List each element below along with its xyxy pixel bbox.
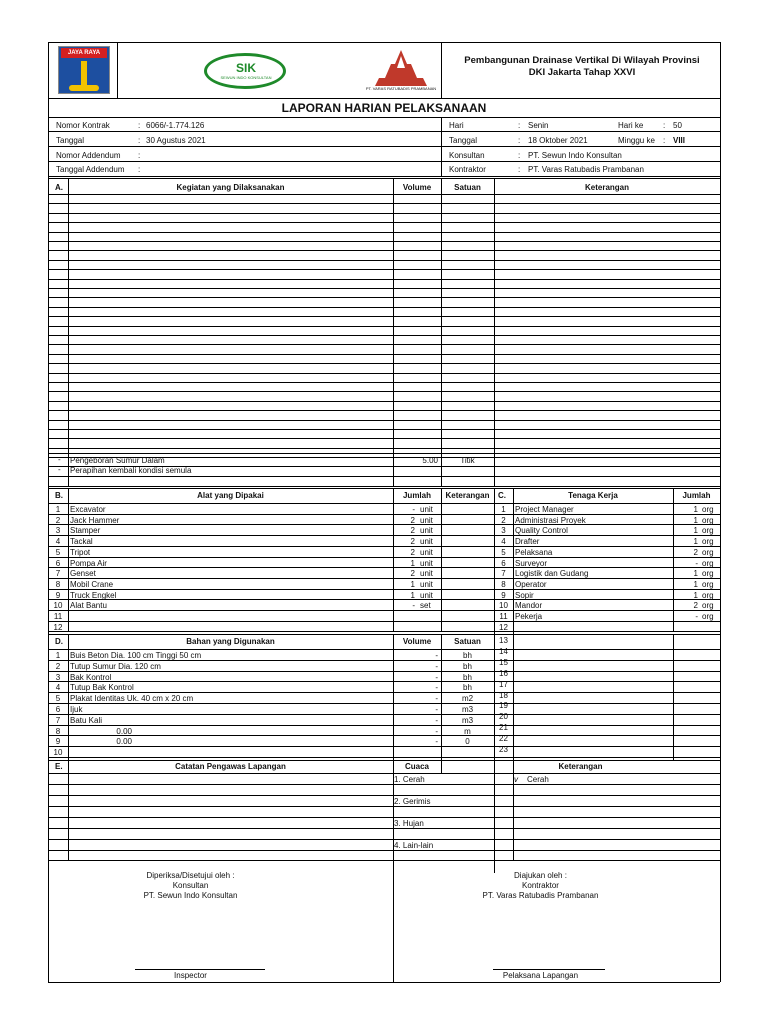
horizontal-rule [48,178,720,179]
sign-right-role: Pelaksana Lapangan [502,971,579,980]
horizontal-rule [48,382,720,383]
section-d-col-volume: Volume [402,637,432,646]
horizontal-rule [513,634,720,635]
equipment-qty: 1 [410,590,415,600]
worker-role: Sopir [515,590,534,600]
logo-banner-text: JAYA RAYA [67,50,101,56]
sign-left-line2: Konsultan [172,881,209,890]
worker-no: 12 [499,622,508,632]
horizontal-rule [493,969,605,970]
kontraktor-label: Kontraktor [449,165,486,174]
material-name: Plakat Identitas Uk. 40 cm x 20 cm [70,694,194,704]
worker-no: 23 [499,745,508,754]
material-no: 10 [53,748,63,758]
equipment-no: 6 [55,558,61,568]
section-c-col-tenaga: Tenaga Kerja [568,491,618,500]
worker-role: Pelaksana [515,547,553,557]
equipment-name: Truck Engkel [70,590,117,600]
horizontal-rule [48,757,720,758]
vertical-rule [494,178,495,486]
material-no: 4 [55,683,61,693]
worker-unit: org [702,579,714,589]
material-satuan: 0 [465,737,470,747]
horizontal-rule [48,213,720,214]
equipment-qty: 2 [410,537,415,547]
equipment-qty: - [412,601,415,611]
worker-unit: org [702,558,714,568]
horizontal-rule [48,746,720,747]
worker-role: Pekerja [515,612,543,621]
worker-unit: org [702,569,714,579]
sign-left-role: Inspector [174,971,207,980]
horizontal-rule [48,401,720,402]
tanggal2-label: Tanggal [449,136,478,145]
worker-no: 2 [501,515,506,525]
horizontal-rule [48,681,720,682]
horizontal-rule [48,784,720,785]
worker-no: 20 [499,712,508,722]
cuaca-1: 1. Cerah [394,775,425,784]
tanggal-value: 30 Agustus 2021 [146,136,206,145]
horizontal-rule [48,610,720,611]
horizontal-rule [48,503,720,504]
equipment-name: Jack Hammer [70,515,120,525]
project-title-line1: Pembangunan Drainase Vertikal Di Wilayah Provinsi [464,55,700,66]
horizontal-rule [48,649,720,650]
worker-role: Surveyor [515,558,548,568]
activity-bullet: - [58,465,61,474]
section-e-letter: E. [55,762,63,771]
horizontal-rule [48,828,720,829]
equipment-name: Genset [70,569,96,579]
horizontal-rule [48,631,720,632]
worker-qty: - [695,612,698,621]
horizontal-rule [48,373,720,374]
temple-icon [365,48,437,86]
horizontal-rule [48,307,720,308]
worker-role: Administrasi Proyek [515,515,586,525]
material-satuan: m3 [461,705,474,714]
horizontal-rule [48,567,720,568]
worker-no: 13 [499,636,508,645]
sign-left-line3: PT. Sewun Indo Konsultan [143,891,238,900]
horizontal-rule [48,725,720,726]
worker-qty: 1 [693,526,698,536]
worker-qty: 1 [693,569,698,579]
horizontal-rule [48,326,720,327]
logo-varas-text: PT. VARAS RATUBADIS PRAMBANAN [365,86,437,91]
material-volume: - [435,651,438,660]
sign-right-line1: Diajukan oleh : [514,871,567,880]
material-no: 9 [55,737,61,747]
material-name: Tutup Sumur Dia. 120 cm [70,661,161,671]
equipment-qty: 1 [410,579,415,589]
section-e-col-keterangan: Keterangan [558,762,603,771]
horizontal-rule [48,578,720,579]
equipment-unit: unit [420,515,433,525]
minggu-ke-label: Minggu ke [618,136,655,145]
vertical-rule [68,634,69,760]
logo-base [69,85,99,91]
material-volume: - [435,661,438,671]
horizontal-rule [48,735,720,736]
material-volume: - [435,694,438,704]
equipment-name: Alat Bantu [70,601,107,611]
horizontal-rule [48,514,720,515]
activity-name: Pengeboran Sumur Dalam [70,456,165,465]
horizontal-rule [48,476,720,477]
worker-qty: 2 [693,547,698,557]
equipment-unit: unit [420,505,433,514]
material-satuan: bh [463,683,472,693]
worker-no: 11 [499,612,508,621]
section-c-col-jumlah: Jumlah [682,491,711,500]
horizontal-rule [48,982,720,983]
horizontal-rule [48,203,720,204]
vertical-rule [393,634,394,760]
material-no: 7 [55,715,61,725]
horizontal-rule [48,194,720,195]
logo-sewun-text: SEWUN INDO KONSULTAN [220,75,272,80]
vertical-rule [673,634,674,760]
material-satuan: m2 [461,694,474,704]
material-volume: - [435,672,438,682]
report-title: LAPORAN HARIAN PELAKSANAAN [281,101,487,115]
tanggal-addendum-label: Tanggal Addendum [56,165,125,174]
horizontal-rule [48,760,720,761]
section-e-col-catatan: Catatan Pengawas Lapangan [175,762,286,771]
horizontal-rule [48,773,720,774]
equipment-qty: 2 [410,569,415,579]
material-no: 2 [55,661,61,671]
vertical-rule [68,178,69,486]
horizontal-rule [48,546,720,547]
material-no: 8 [55,726,61,736]
worker-no: 19 [499,701,508,711]
vertical-rule [393,760,394,982]
worker-no: 22 [499,734,508,744]
material-satuan: bh [463,651,472,660]
activity-bullet: - [58,455,61,464]
worker-qty: 2 [693,601,698,611]
equipment-unit: set [420,601,431,611]
konsultan-label: Konsultan [449,151,485,160]
project-title-line2: DKI Jakarta Tahap XXVI [528,67,636,78]
horizontal-rule [48,535,720,536]
material-satuan: bh [463,661,472,671]
worker-unit: org [702,515,714,525]
equipment-no: 5 [55,547,61,557]
horizontal-rule [48,589,720,590]
horizontal-rule [48,429,720,430]
horizontal-rule [48,839,720,840]
sign-right-line3: PT. Varas Ratubadis Prambanan [482,891,599,900]
worker-no: 14 [499,646,508,656]
activity-satuan: Titik [460,456,475,465]
horizontal-rule [48,621,720,622]
worker-role: Quality Control [515,526,568,536]
horizontal-rule [135,969,265,970]
equipment-no: 3 [55,526,61,536]
horizontal-rule [48,806,720,807]
worker-qty: - [695,558,698,568]
equipment-no: 11 [53,612,63,621]
activity-name: Perapihan kembali kondisi semula [70,466,192,475]
worker-unit: org [702,505,714,514]
horizontal-rule [48,146,720,147]
horizontal-rule [48,714,720,715]
tanggal-label: Tanggal [56,136,85,145]
equipment-qty: 2 [410,515,415,525]
horizontal-rule [48,557,720,558]
vertical-rule [68,760,69,860]
horizontal-rule [48,795,720,796]
equipment-name: Tripot [70,547,91,557]
equipment-unit: unit [420,590,433,600]
vertical-rule [117,42,118,98]
logo-varas [365,48,437,94]
worker-no: 6 [501,558,506,568]
equipment-no: 1 [55,505,61,514]
worker-no: 16 [499,668,508,678]
horizontal-rule [48,98,720,99]
worker-unit: org [702,537,714,547]
worker-no: 7 [501,569,506,579]
sign-left-line1: Diperiksa/Disetujui oleh : [146,871,235,880]
worker-no: 4 [501,537,506,547]
worker-no: 15 [499,657,508,667]
worker-no: 9 [501,590,506,600]
equipment-unit: unit [420,579,433,589]
equipment-unit: unit [420,569,433,579]
equipment-no: 7 [55,569,61,579]
equipment-unit: unit [420,558,433,568]
horizontal-rule [48,420,720,421]
horizontal-rule [48,817,720,818]
worker-role: Project Manager [515,505,574,514]
material-satuan: m3 [461,715,474,725]
section-a-letter: A. [55,183,63,192]
vertical-rule [513,488,514,860]
material-name: Buis Beton Dia. 100 cm Tinggi 50 cm [70,651,202,660]
material-no: 1 [55,651,61,660]
worker-no: 3 [501,526,506,536]
section-b-letter: B. [55,491,63,500]
horizontal-rule [48,354,720,355]
equipment-no: 4 [55,537,61,547]
equipment-no: 10 [53,601,63,611]
horizontal-rule [48,222,720,223]
vertical-rule [48,42,49,982]
worker-unit: org [702,601,714,611]
material-name: Batu Kali [70,715,103,725]
section-d-letter: D. [55,637,63,646]
horizontal-rule [48,269,720,270]
horizontal-rule [48,279,720,280]
worker-unit: org [702,590,714,600]
hari-ke-label: Hari ke [618,121,644,130]
horizontal-rule [48,634,513,635]
worker-role: Logistik dan Gudang [515,569,589,579]
material-no: 6 [55,705,61,714]
section-b-col-keterangan: Keterangan [445,491,490,500]
equipment-no: 9 [55,590,61,600]
material-satuan: m [464,726,471,736]
worker-role: Operator [515,579,547,589]
activity-volume: 5.00 [422,456,438,465]
worker-no: 10 [499,601,508,611]
equipment-name: Mobil Crane [70,579,114,589]
horizontal-rule [48,161,720,162]
cuaca-4: 4. Lain-lain [394,841,434,850]
worker-no: 1 [501,505,506,514]
worker-qty: 1 [693,590,698,600]
horizontal-rule [48,344,720,345]
horizontal-rule [48,335,720,336]
horizontal-rule [48,241,720,242]
horizontal-rule [48,117,720,118]
material-name: Ijuk [70,705,83,714]
worker-unit: org [702,526,714,536]
horizontal-rule [48,860,720,861]
equipment-name: Tackal [70,537,93,547]
section-d-col-bahan: Bahan yang Digunakan [186,637,275,646]
horizontal-rule [48,316,720,317]
material-name: 0.00 [116,737,132,747]
material-no: 5 [55,694,61,704]
logo-sewun: SIK SEWUN INDO KONSULTAN [204,53,286,89]
horizontal-rule [48,391,720,392]
check-mark-icon: v [514,775,518,784]
equipment-name: Excavator [70,505,106,514]
material-volume: - [435,737,438,747]
equipment-name: Stamper [70,526,101,536]
horizontal-rule [48,410,720,411]
cuaca-2: 2. Gerimis [394,797,431,806]
material-no: 3 [55,672,61,682]
section-a-col-satuan: Satuan [454,183,481,192]
hari-label: Hari [449,121,464,130]
worker-unit: org [702,612,714,621]
material-name: Bak Kontrol [70,672,112,682]
material-volume: - [435,705,438,714]
material-volume: - [435,726,438,736]
sign-right-line2: Kontraktor [522,881,559,890]
equipment-no: 12 [53,622,63,632]
hari-value: Senin [528,121,549,130]
horizontal-rule [48,250,720,251]
hari-ke-value: 50 [673,121,682,130]
material-satuan: bh [463,672,472,682]
equipment-name: Pompa Air [70,558,107,568]
material-volume: - [435,683,438,693]
equipment-qty: 2 [410,526,415,536]
horizontal-rule [48,692,720,693]
kontraktor-value: PT. Varas Ratubadis Prambanan [528,165,644,174]
worker-role: Drafter [515,537,540,547]
equipment-no: 2 [55,515,61,525]
material-name: 0.00 [116,726,132,736]
vertical-rule [441,42,442,98]
horizontal-rule [48,232,720,233]
worker-qty: 1 [693,515,698,525]
vertical-rule [720,42,721,982]
minggu-ke-value: VIII [673,136,686,145]
monas-icon [81,61,87,87]
worker-no: 5 [501,547,506,557]
horizontal-rule [48,524,720,525]
section-a-col-keterangan: Keterangan [584,183,629,192]
worker-qty: 1 [693,505,698,514]
section-b-col-jumlah: Jumlah [402,491,431,500]
nomor-kontrak-label: Nomor Kontrak [56,121,110,130]
section-a-col-kegiatan: Kegiatan yang Dilaksanakan [176,183,285,192]
worker-no: 8 [501,579,506,589]
vertical-rule [393,178,394,486]
nomor-kontrak-value: 6066/-1.774.126 [146,121,205,130]
worker-unit: org [702,547,714,557]
check-label: Cerah [527,775,549,784]
section-e-col-cuaca: Cuaca [404,762,429,771]
horizontal-rule [48,486,720,487]
worker-no: 17 [499,679,508,689]
section-a-col-volume: Volume [402,183,432,192]
equipment-no: 8 [55,579,61,589]
section-c-letter: C. [498,491,506,500]
vertical-rule [441,178,442,486]
section-b-col-alat: Alat yang Dipakai [197,491,264,500]
worker-qty: 1 [693,579,698,589]
tanggal2-value: 18 Oktober 2021 [528,136,588,145]
material-name: Tutup Bak Kontrol [70,683,134,693]
equipment-qty: 1 [410,558,415,568]
equipment-qty: - [412,505,415,514]
material-volume: - [435,715,438,725]
equipment-unit: unit [420,547,433,557]
worker-qty: 1 [693,537,698,547]
logo-jaya-raya [58,46,110,94]
worker-role: Mandor [515,601,543,611]
horizontal-rule [48,363,720,364]
section-d-col-satuan: Satuan [454,637,481,646]
horizontal-rule [48,42,720,43]
horizontal-rule [48,438,720,439]
horizontal-rule [48,599,720,600]
horizontal-rule [48,131,720,132]
horizontal-rule [48,297,720,298]
equipment-unit: unit [420,537,433,547]
worker-no: 18 [499,690,508,700]
cuaca-3: 3. Hujan [394,819,424,828]
konsultan-value: PT. Sewun Indo Konsultan [528,151,622,160]
horizontal-rule [48,176,720,177]
horizontal-rule [48,448,720,449]
worker-no: 21 [499,723,508,733]
horizontal-rule [48,453,720,454]
equipment-qty: 2 [410,547,415,557]
horizontal-rule [48,488,720,489]
vertical-rule [441,117,442,176]
horizontal-rule [48,850,720,851]
horizontal-rule [48,260,720,261]
nomor-addendum-label: Nomor Addendum [56,151,121,160]
equipment-unit: unit [420,526,433,536]
horizontal-rule [48,288,720,289]
